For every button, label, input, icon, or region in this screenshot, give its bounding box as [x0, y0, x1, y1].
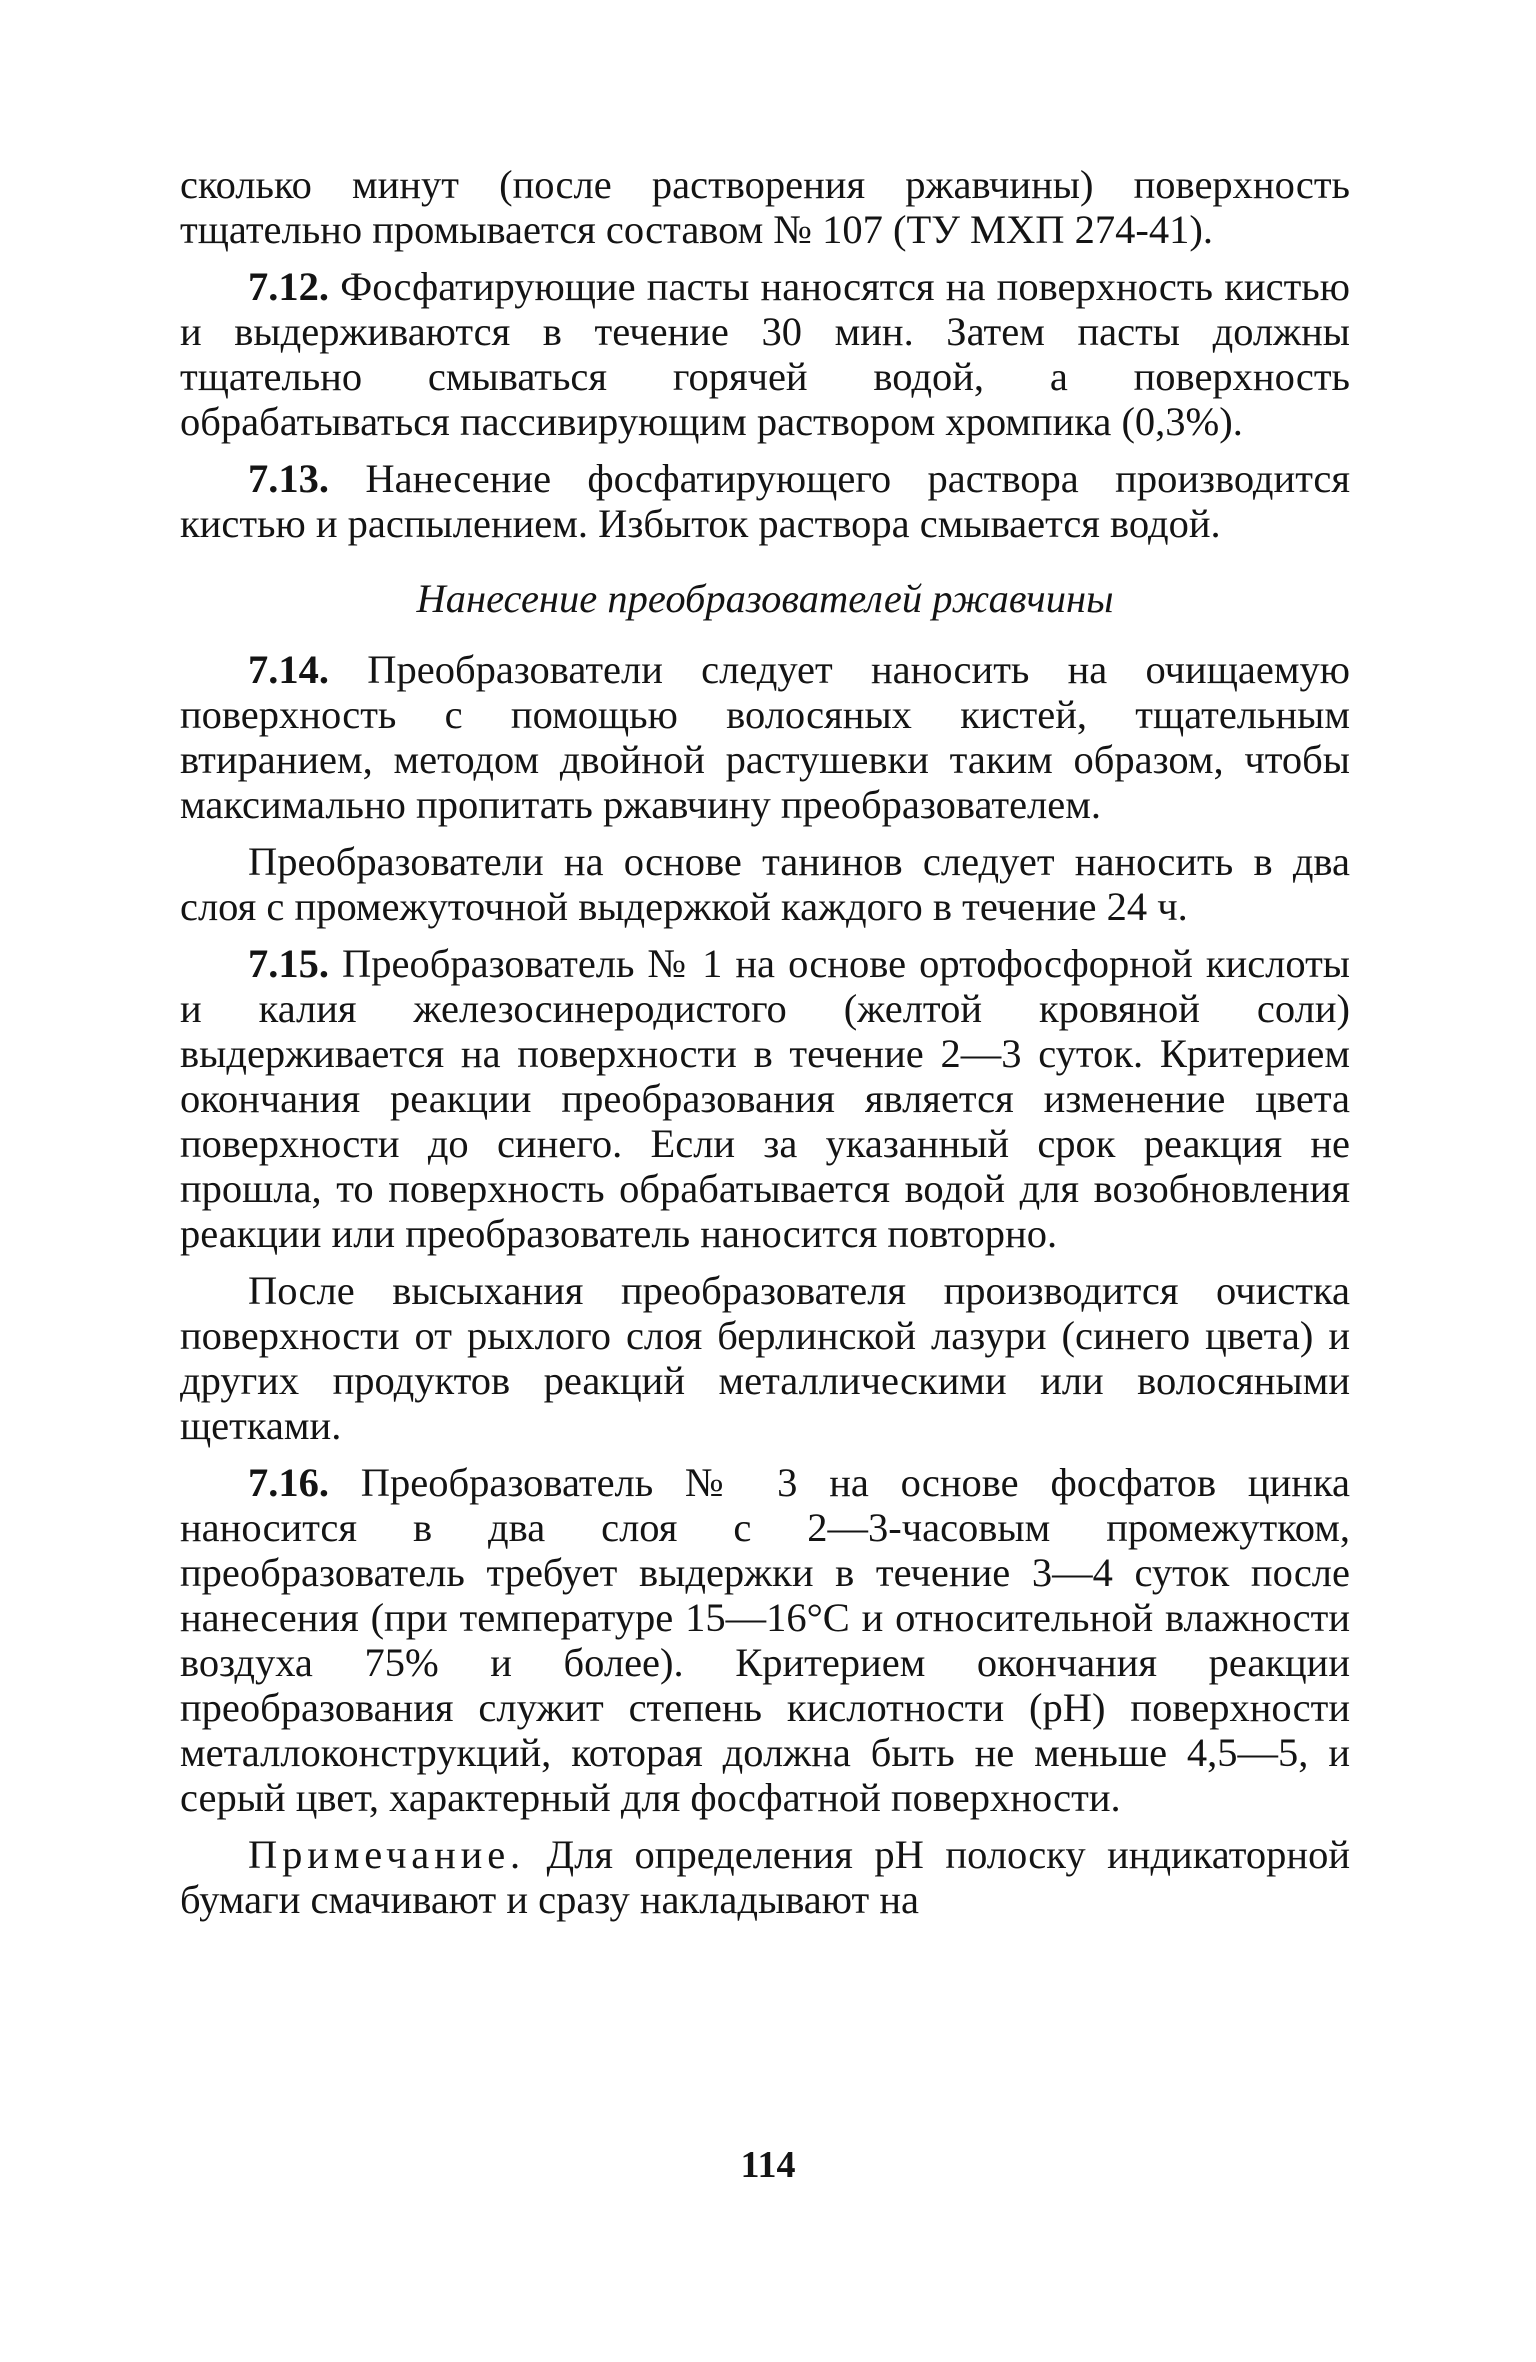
page-body: [180, 162, 1350, 1922]
paragraph-text: Преобразователь № 3 на основе фосфатов цинка наносится в два слоя с 2—3-часовым промежутком, преобразователь требует выдержки в течение 3—4 суток после нанесения (при температуре 15—16°С и относительной влажности воздуха 75% и более). Критерием окончания реакции преобразования служит степень кислотности (рН) поверхности металлоконструкций, которая должна быть не меньше 4,5—5, и серый цвет, характерный для фосфатной поверхности.: [180, 1460, 1350, 1820]
paragraph-number: 7.15.: [248, 941, 329, 986]
paragraph-number: 7.16.: [248, 1460, 329, 1505]
paragraph-text: Преобразователь № 1 на основе ортофосфорной кислоты и калия железосинеродистого (желтой кровяной соли) выдерживается на поверхности в течение 2—3 суток. Критерием окончания реакции преобразования является изменение цвета поверхности до синего. Если за указанный срок реакция не прошла, то поверхность обрабатывается водой для возобновления реакции или преобразователь наносится повторно.: [180, 941, 1351, 1256]
note-text: Для определения рН полоску индикаторной бумаги смачивают и сразу накладывают на: [180, 1832, 1350, 1922]
note-label: Примечание.: [248, 1832, 526, 1877]
paragraph-7-14: [180, 647, 1350, 827]
paragraph-drying: После высыхания преобразователя производится очистка поверхности от рыхлого слоя берлинской лазури (синего цвета) и других продуктов реакций металлическими или волосяными щетками.: [180, 1268, 1350, 1448]
paragraph-7-13: [180, 456, 1350, 546]
page-number: 114: [740, 2144, 796, 2186]
section-heading: Нанесение преобразователей ржавчины: [416, 576, 1114, 621]
paragraph-7-15: [180, 941, 1350, 1256]
paragraph-text: Фосфатирующие пасты наносятся на поверхность кистью и выдерживаются в течение 30 мин. Затем пасты должны тщательно смываться горячей водой, а поверхность обрабатываться пассивирующим раствором хромпика (0,3%).: [180, 264, 1351, 444]
paragraph-continuation: сколько минут (после растворения ржавчины) поверхность тщательно промывается составом № 107 (ТУ МХП 274-41).: [180, 162, 1350, 252]
paragraph-number: 7.13.: [248, 456, 329, 501]
paragraph-tannin: Преобразователи на основе танинов следует наносить в два слоя с промежуточной выдержкой каждого в течение 24 ч.: [180, 839, 1350, 929]
paragraph-number: 7.12.: [248, 264, 329, 309]
paragraph-note: [180, 1832, 1350, 1922]
paragraph-number: 7.14.: [248, 647, 329, 692]
paragraph-text: Нанесение фосфатирующего раствора производится кистью и распылением. Избыток раствора смывается водой.: [180, 456, 1351, 546]
paragraph-7-16: [180, 1460, 1350, 1820]
paragraph-text: Преобразователи следует наносить на очищаемую поверхность с помощью волосяных кистей, тщательным втиранием, методом двойной растушевки таким образом, чтобы максимально пропитать ржавчину преобразователем.: [180, 647, 1350, 827]
paragraph-7-12: [180, 264, 1350, 444]
